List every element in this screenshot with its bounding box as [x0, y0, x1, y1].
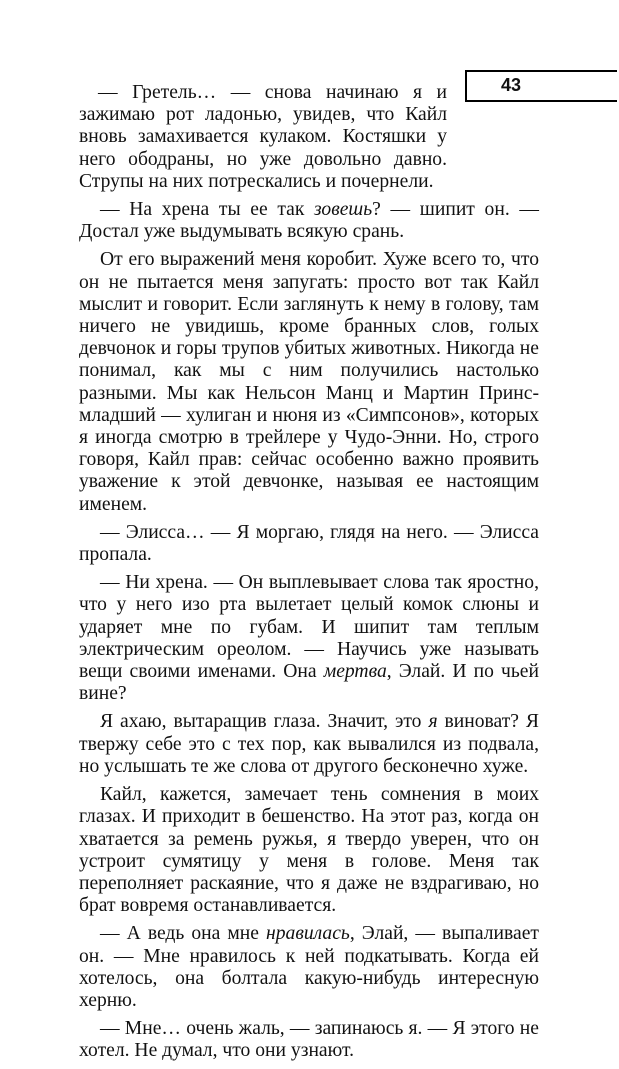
text-run: рот ладонью, увидев, что Кайл вновь замахивается кулаком. Костяшки у него ободраны, но уже довольно давно. Струпы на них потрескались и почернели.: [79, 104, 447, 192]
text-run: — Элисса… — Я моргаю, глядя на него. — Элисса пропала.: [79, 521, 539, 566]
body-text: [79, 82, 539, 1069]
emphasis-text: нравилась: [266, 923, 350, 945]
paragraph: [79, 784, 539, 917]
paragraph: [79, 1018, 539, 1062]
emphasis-text: мертва: [323, 661, 387, 683]
paragraph: [79, 572, 539, 705]
text-run: — Мне… очень жаль, — запинаюсь я. — Я этого не хотел. Не думал, что они узнают.: [79, 1018, 539, 1062]
text-run: — На хрена ты ее так: [100, 199, 315, 221]
text-run: ? — шипит он. — Достал уже выдумывать всякую срань.: [79, 199, 539, 243]
text-run: Я ахаю, вытаращив глаза. Значит, это: [100, 711, 429, 733]
text-run: виноват? Я твержу себе это с тех пор, как вывалился из подвала, но услышать те же слова от другого бесконечно хуже.: [79, 711, 539, 777]
paragraph: [79, 199, 539, 243]
text-run: , Элай. И по чьей вине?: [79, 661, 539, 705]
paragraph: [79, 82, 539, 193]
paragraph: [79, 711, 539, 778]
text-run: — Гретель… — снова начинаю я и зажимаю: [79, 82, 447, 126]
paragraph: [79, 522, 539, 566]
text-run: Кайл, кажется, замечает тень сомнения в моих глазах. И приходит в бешенство. На этот раз, когда он хватается за ремень ружья, я твердо уверен, что он устроит сумятицу у меня в голове. Меня так переполняет раскаяние, что я даже не вздрагиваю, но брат вовремя останавливается.: [79, 784, 539, 917]
text-run: — А ведь она мне: [100, 923, 267, 945]
page-number: 43: [500, 75, 522, 95]
emphasis-text: я: [428, 711, 438, 733]
paragraph: [79, 923, 539, 1012]
paragraph: [79, 249, 539, 515]
text-run: От его выражений меня коробит. Хуже всего то, что он не пытается меня запугать: просто вот так Кайл мыслит и говорит. Если заглянуть к нему в голову, там ничего не увидишь, кроме бранных слов, голых девчонок и горы трупов убитых животных. Никогда не понимал, как мы с ним получились настолько разными. Мы как Нельсон Манц и Мартин Принс-младший — хулиган и нюня из «Симпсонов», которых я иногда смотрю в трейлере у Чудо-Энни. Но, строго говоря, Кайл прав: сейчас особенно важно проявить уважение к этой девчонке, называя ее настоящим именем.: [79, 249, 539, 515]
emphasis-text: зовешь: [314, 199, 373, 221]
text-run: , Элай, — выпаливает он. — Мне нравилось к ней подкатывать. Когда ей хотелось, она болтала какую-нибудь интересную херню.: [79, 923, 539, 1011]
text-run: — Ни хрена. — Он выплевывает слова так яростно, что у него изо рта вылетает целый комок слюны и ударяет мне по губам. И шипит там теплым электрическим ореолом. — Научись уже называть вещи своими именами. Она: [79, 572, 539, 683]
